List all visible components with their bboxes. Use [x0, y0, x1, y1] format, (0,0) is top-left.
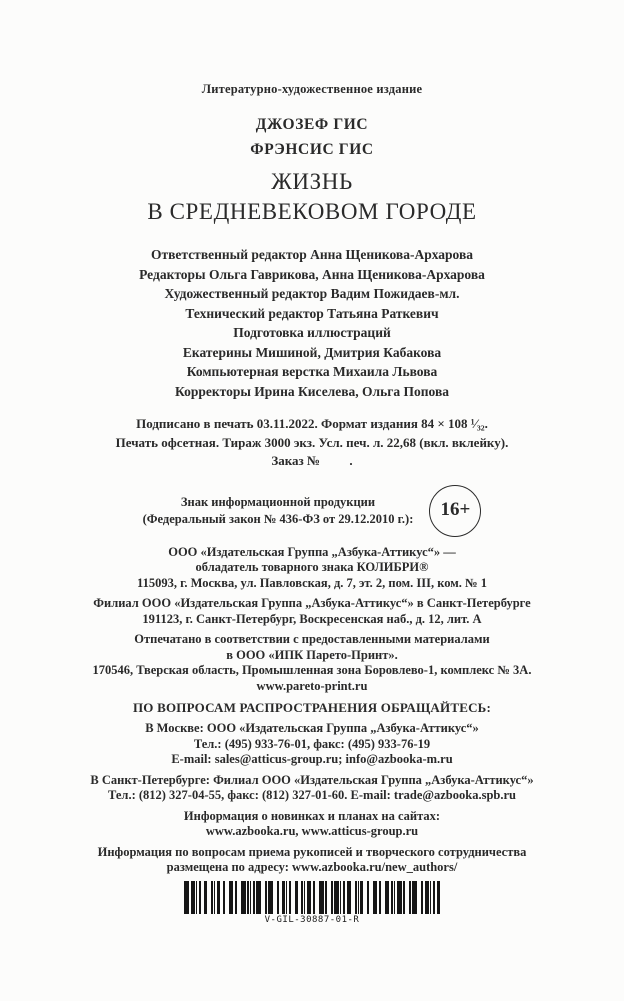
text-line: ООО «Издательская Группа „Азбука-Аттикус“» — [168, 544, 456, 559]
text-line: Печать офсетная. Тираж 3000 экз. Усл. печ. л. 22,68 (вкл. вклейку). [115, 434, 509, 450]
text-line: 115093, г. Москва, ул. Павловская, д. 7, эт. 2, пом. III, ком. № 1 [137, 575, 487, 590]
text-line: В Москве: ООО «Издательская Группа „Азбука-Аттикус“» [145, 721, 479, 735]
text-line: Отпечатано в соответствии с предоставленными материалами [134, 632, 490, 646]
text-line: E-mail: sales@atticus-group.ru; info@azbooka-m.ru [171, 752, 453, 766]
text-line: Заказ № . [271, 453, 353, 468]
barcode-image [184, 881, 440, 914]
text-line: www.azbooka.ru, www.atticus-group.ru [205, 824, 419, 838]
age-mark-label-line: (Федеральный закон № 436-ФЗ от 29.12.2010 г.): [142, 511, 414, 526]
text-line: Ответственный редактор Анна Щеникова-Архарова [150, 247, 474, 262]
text-line: в ООО «ИПК Парето-Принт». [226, 647, 398, 662]
text-line: Тел.: (812) 327-04-55, факс: (812) 327-01-60. E-mail: trade@azbooka.spb.ru [108, 788, 516, 802]
distribution-block [0, 721, 624, 876]
age-rating-badge: 16+ [429, 485, 481, 537]
text-line: Редакторы Ольга Гаврикова, Анна Щеникова-Архарова [139, 266, 485, 282]
text-line: Подготовка иллюстраций [233, 325, 391, 340]
text-line: Тел.: (495) 933-76-01, факс: (495) 933-76-19 [193, 736, 431, 751]
distribution-heading: ПО ВОПРОСАМ РАСПРОСТРАНЕНИЯ ОБРАЩАЙТЕСЬ: [133, 700, 491, 715]
edition-type: Литературно-художественное издание [201, 82, 423, 96]
author-name: ДЖОЗЕФ ГИС [255, 116, 369, 133]
text-group [0, 545, 624, 592]
text-line: Компьютерная верстка Михаила Львова [186, 364, 438, 379]
author-name: ФРЭНСИС ГИС [250, 141, 374, 158]
text-group [0, 773, 624, 804]
text-line: Филиал ООО «Издательская Группа „Азбука-Аттикус“» в Санкт-Петербурге [93, 596, 531, 610]
text-line: размещена по адресу: www.azbooka.ru/new_authors/ [166, 860, 458, 874]
text-line: 191123, г. Санкт-Петербург, Воскресенская наб., д. 12, лит. А [142, 611, 482, 626]
text-line: Информация о новинках и планах на сайтах: [183, 808, 441, 823]
age-mark-row [0, 485, 624, 537]
text-line: Информация по вопросам приема рукописей и творческого сотрудничества [97, 844, 527, 859]
text-group [0, 845, 624, 876]
text-line: www.pareto-print.ru [256, 678, 368, 693]
print-info-block [0, 415, 624, 471]
text-group [0, 721, 624, 768]
text-line: обладатель товарного знака КОЛИБРИ® [195, 560, 429, 574]
text-line: Технический редактор Татьяна Раткевич [185, 305, 439, 321]
book-title [0, 167, 624, 227]
age-mark-label-line: Знак информационной продукции [180, 495, 376, 509]
text-line: 170546, Тверская область, Промышленная зона Боровлево-1, комплекс № 3А. [92, 663, 532, 677]
text-line: В Санкт-Петербурге: Филиал ООО «Издательская Группа „Азбука-Аттикус“» [90, 772, 534, 787]
text-line: Корректоры Ирина Киселева, Ольга Попова [175, 383, 449, 399]
barcode-label: V-GIL-30887-01-R [264, 914, 360, 925]
text-group [0, 632, 624, 694]
age-mark-label [143, 494, 414, 527]
text-line: Екатерины Мишиной, Дмитрия Кабакова [182, 344, 442, 360]
barcode-section [0, 881, 624, 925]
text-group [0, 809, 624, 840]
publisher-block [0, 545, 624, 695]
credits-block [0, 245, 624, 401]
text-line: Художественный редактор Вадим Пожидаев-мл. [164, 286, 460, 301]
book-title-line: В СРЕДНЕВЕКОВОМ ГОРОДЕ [147, 199, 477, 224]
author-names [0, 112, 624, 162]
text-line: Подписано в печать 03.11.2022. Формат издания 84 × 108 ¹⁄₃₂. [136, 416, 488, 431]
book-title-line: ЖИЗНЬ [271, 169, 353, 194]
text-group [0, 596, 624, 627]
